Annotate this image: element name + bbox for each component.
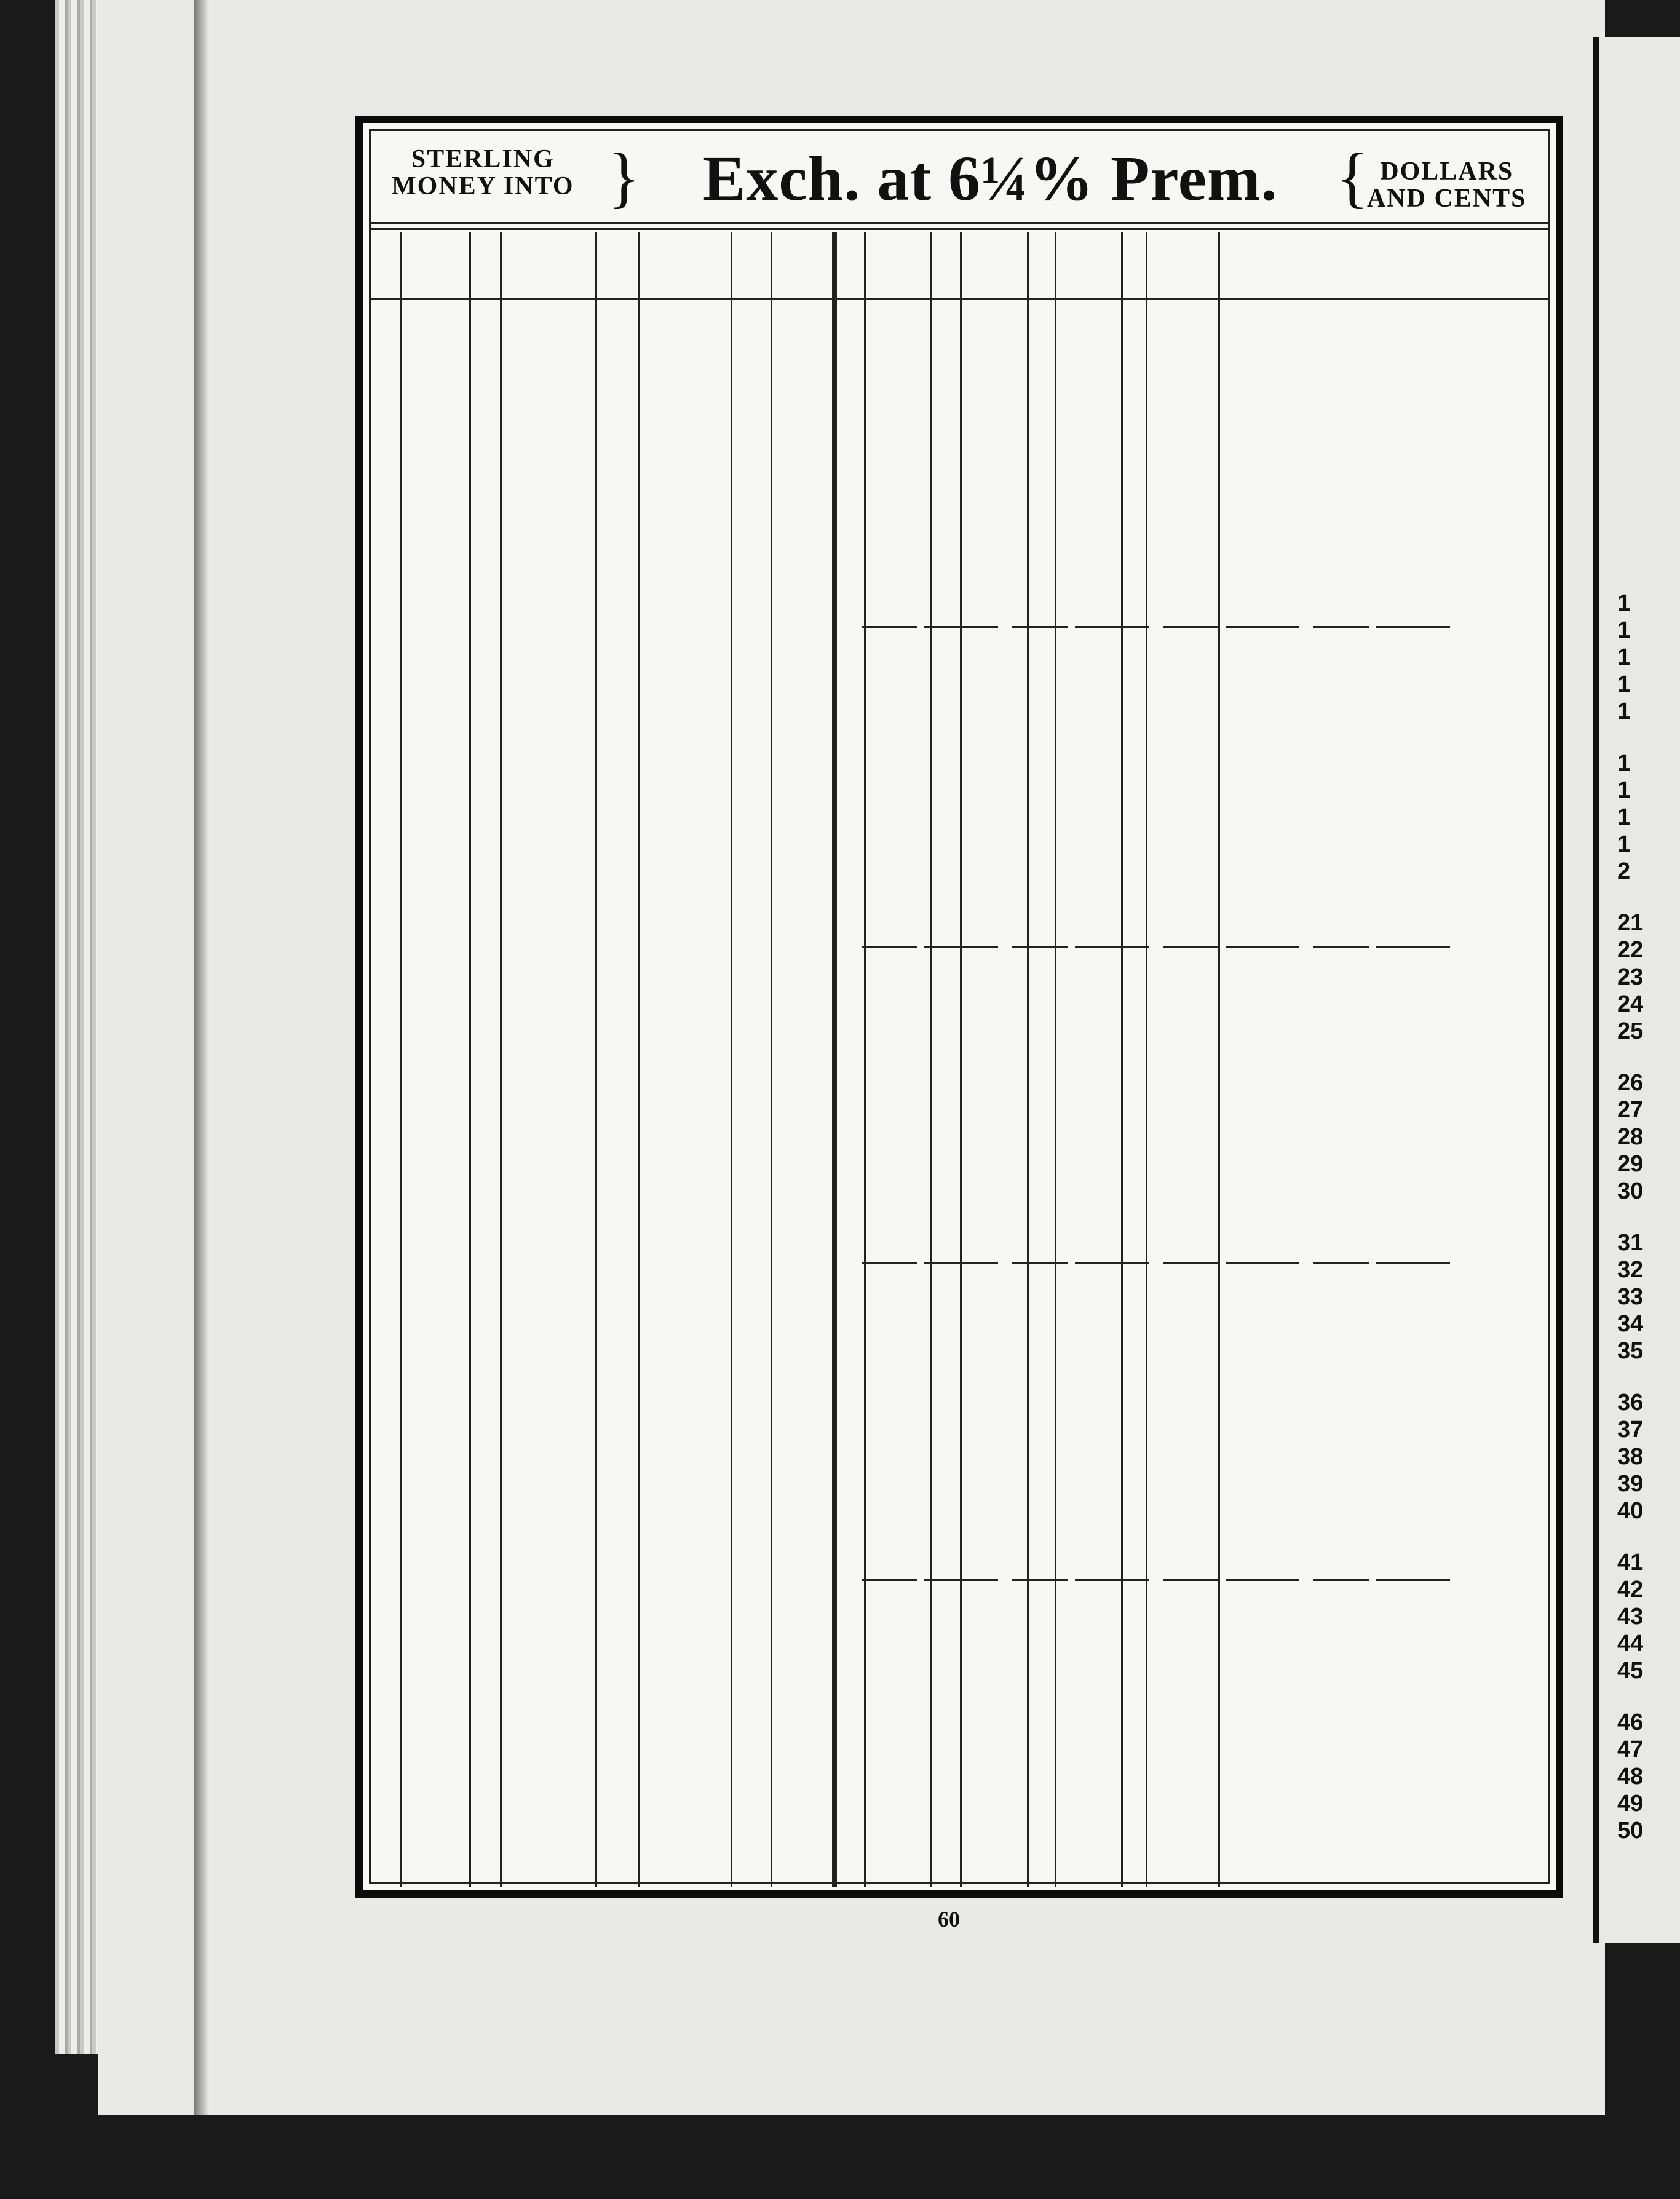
next-page-number: 1 (1617, 672, 1631, 697)
next-page-number: 43 (1617, 1604, 1644, 1630)
next-page-number: 38 (1617, 1444, 1644, 1470)
next-page-number: 44 (1617, 1631, 1644, 1657)
header-left-line2: MONEY INTO (392, 172, 574, 200)
block-separator (924, 1579, 998, 1581)
exchange-table-frame (355, 116, 1563, 1898)
next-page-number: 1 (1617, 644, 1631, 670)
next-page-number: 26 (1617, 1070, 1644, 1096)
next-page-number: 28 (1617, 1124, 1644, 1150)
next-page-number: 29 (1617, 1151, 1644, 1177)
block-separator (1075, 1262, 1149, 1264)
next-page-number: 34 (1617, 1311, 1644, 1337)
block-separator (1376, 626, 1450, 628)
header-left-line1: STERLING (411, 145, 555, 173)
next-page-number: 1 (1617, 804, 1631, 830)
next-page-number: 40 (1617, 1498, 1644, 1524)
block-separator (862, 626, 917, 628)
next-page-number: 42 (1617, 1577, 1644, 1603)
next-page-fragment (1593, 37, 1680, 1943)
next-page-number: 1 (1617, 617, 1631, 643)
column-divider (500, 232, 502, 1887)
header-right-line2: AND CENTS (1367, 184, 1527, 213)
block-separator (862, 946, 917, 948)
block-separator (1163, 946, 1218, 948)
left-brace: { (1336, 140, 1369, 215)
block-separator (1075, 626, 1149, 628)
table-header (371, 131, 1548, 229)
block-separator (1163, 1579, 1218, 1581)
column-divider (731, 232, 732, 1887)
next-page-number: 30 (1617, 1178, 1644, 1204)
column-divider (771, 232, 772, 1887)
next-page-number: 25 (1617, 1018, 1644, 1044)
page-title: Exch. at 6¼% Prem. (703, 143, 1278, 214)
column-divider (864, 232, 866, 1887)
header-right-label (1367, 158, 1527, 212)
header-rule-top (371, 222, 1548, 224)
block-separator (924, 1262, 998, 1264)
block-separator (924, 946, 998, 948)
next-page-number: 22 (1617, 937, 1644, 963)
next-page-number: 46 (1617, 1710, 1644, 1735)
page-number: 60 (938, 1907, 960, 1932)
block-separator (1012, 1262, 1068, 1264)
block-separator (1376, 946, 1450, 948)
column-divider (469, 232, 471, 1887)
block-separator (1313, 1579, 1369, 1581)
block-separator (1376, 1262, 1450, 1264)
block-separator (1163, 1262, 1218, 1264)
column-divider (1055, 232, 1056, 1887)
table-inner-border (369, 129, 1550, 1884)
section-divider (832, 232, 836, 1887)
block-separator (1313, 946, 1369, 948)
column-header-rule (371, 298, 1548, 300)
next-page-number: 1 (1617, 777, 1631, 803)
next-page-number: 1 (1617, 699, 1631, 724)
header-rule-bottom (371, 228, 1548, 230)
block-separator (862, 1262, 917, 1264)
next-page-number: 1 (1617, 590, 1631, 616)
next-page-number: 50 (1617, 1818, 1644, 1844)
block-separator (1376, 1579, 1450, 1581)
block-separator (1012, 626, 1068, 628)
next-page-number: 1 (1617, 831, 1631, 857)
block-separator (1226, 626, 1299, 628)
block-separator (1012, 1579, 1068, 1581)
next-page-number: 32 (1617, 1257, 1644, 1283)
next-page-number: 36 (1617, 1390, 1644, 1416)
header-left-label (392, 146, 574, 200)
column-divider (960, 232, 962, 1887)
block-separator (1226, 1262, 1299, 1264)
next-page-number: 49 (1617, 1791, 1644, 1817)
column-divider (1121, 232, 1123, 1887)
column-divider (400, 232, 402, 1887)
next-page-number: 48 (1617, 1764, 1644, 1789)
header-right-line1: DOLLARS (1380, 157, 1514, 186)
next-page-number: 35 (1617, 1338, 1644, 1364)
next-page-number: 1 (1617, 750, 1631, 776)
column-divider (638, 232, 640, 1887)
next-page-number: 37 (1617, 1417, 1644, 1443)
next-page-number: 47 (1617, 1737, 1644, 1762)
gutter-shadow (194, 0, 209, 2115)
next-page-number: 33 (1617, 1284, 1644, 1310)
block-separator (1226, 1579, 1299, 1581)
next-page-number: 27 (1617, 1097, 1644, 1123)
next-page-number: 2 (1617, 858, 1631, 884)
block-separator (1163, 626, 1218, 628)
next-page-number: 39 (1617, 1471, 1644, 1497)
block-separator (1313, 626, 1369, 628)
block-separator (924, 626, 998, 628)
block-separator (1075, 1579, 1149, 1581)
column-divider (1218, 232, 1220, 1887)
block-separator (1226, 946, 1299, 948)
next-page-number: 31 (1617, 1230, 1644, 1256)
next-page-number: 24 (1617, 991, 1644, 1017)
block-separator (1075, 946, 1149, 948)
right-brace: } (608, 140, 640, 215)
column-divider (1146, 232, 1147, 1887)
column-divider (1027, 232, 1029, 1887)
next-page-number: 41 (1617, 1550, 1644, 1575)
block-separator (1012, 946, 1068, 948)
next-page-number: 23 (1617, 964, 1644, 990)
column-divider (595, 232, 597, 1887)
next-page-number: 45 (1617, 1658, 1644, 1684)
column-divider (930, 232, 932, 1887)
next-page-number: 21 (1617, 910, 1644, 936)
block-separator (862, 1579, 917, 1581)
block-separator (1313, 1262, 1369, 1264)
